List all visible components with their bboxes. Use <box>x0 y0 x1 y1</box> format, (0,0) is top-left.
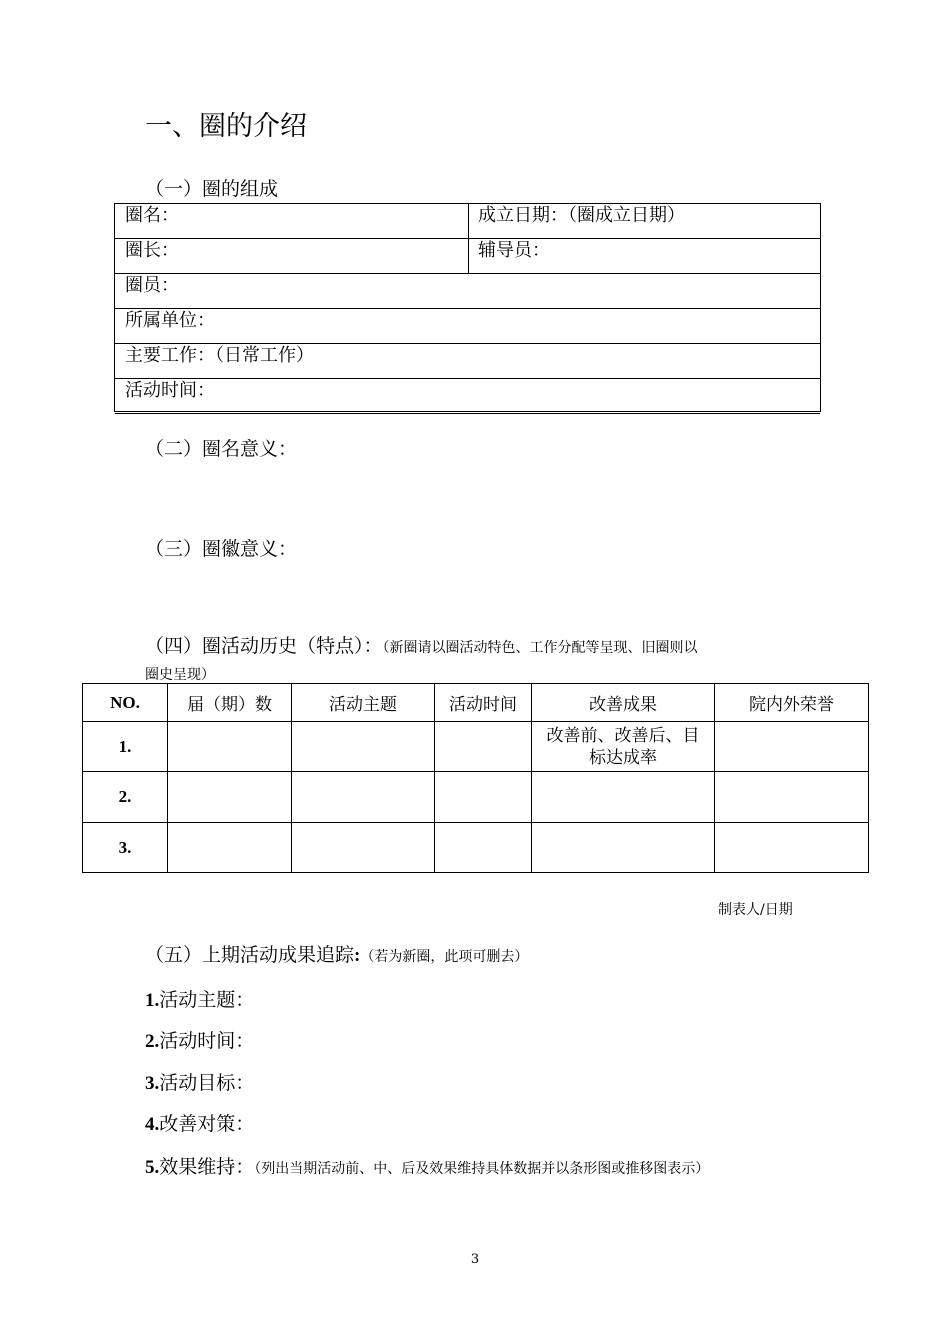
tracking-note: （若为新圈，此项可删去） <box>360 949 529 965</box>
tracking-item <box>145 1152 709 1179</box>
theme-cell <box>292 722 435 772</box>
term-cell <box>168 772 292 823</box>
tracking-colon: : <box>354 945 361 966</box>
time-cell <box>435 823 532 873</box>
item-label: 活动目标： <box>159 1072 255 1094</box>
advisor-cell: 辅导员： <box>478 240 550 261</box>
activity-time-cell: 活动时间： <box>125 380 215 401</box>
header-result: 改善成果 <box>532 684 715 722</box>
table-row <box>115 309 820 344</box>
page-number: 3 <box>470 1252 480 1267</box>
term-cell <box>168 722 292 772</box>
history-heading: （四）圈活动历史（特点）： <box>145 635 383 657</box>
honor-cell <box>715 823 869 873</box>
time-cell <box>435 722 532 772</box>
result-line: 标达成率 <box>589 747 657 768</box>
leader-cell: 圈长： <box>125 240 179 261</box>
emblem-meaning-heading: （三）圈徽意义： <box>145 538 298 560</box>
composition-table <box>114 203 821 412</box>
history-table <box>82 683 869 873</box>
table-row <box>83 722 869 772</box>
time-cell <box>435 772 532 823</box>
item-label: 效果维持： <box>159 1156 255 1178</box>
result-line: 改善前、改善后、目 <box>546 725 700 746</box>
circle-name-cell: 圈名： <box>125 205 179 226</box>
name-meaning-heading: （二）圈名意义： <box>145 438 298 460</box>
item-label: 活动主题： <box>159 989 255 1011</box>
item-label: 活动时间： <box>159 1030 255 1052</box>
row-number: 1. <box>83 722 168 772</box>
header-theme: 活动主题 <box>292 684 435 722</box>
members-cell: 圈员： <box>125 275 179 296</box>
item-number: 4. <box>145 1114 160 1135</box>
honor-cell <box>715 772 869 823</box>
row-number: 3. <box>83 823 168 873</box>
section-title: 一、圈的介绍 <box>145 111 307 142</box>
history-note: （新圈请以圈活动特色、工作分配等呈现、旧圈则以 <box>382 640 698 656</box>
column-divider <box>468 204 469 274</box>
item-number: 2. <box>145 1031 160 1052</box>
item-number: 3. <box>145 1073 160 1094</box>
tracking-item <box>145 1068 254 1095</box>
result-cell <box>532 722 715 772</box>
history-heading-line <box>145 631 698 658</box>
header-honor: 院内外荣誉 <box>715 684 869 722</box>
item-number: 5. <box>145 1157 160 1178</box>
result-cell <box>532 772 715 823</box>
tracking-item <box>145 985 254 1012</box>
table-row <box>83 772 869 823</box>
result-cell <box>532 823 715 873</box>
theme-cell <box>292 823 435 873</box>
tracking-heading: （五）上期活动成果追踪 <box>145 944 355 966</box>
honor-cell <box>715 722 869 772</box>
established-date-cell: 成立日期：（圈成立日期） <box>478 205 685 226</box>
header-no: NO. <box>83 684 168 722</box>
table-header-row <box>83 684 869 722</box>
table-row <box>115 379 820 414</box>
table-row <box>115 274 820 309</box>
item-number: 1. <box>145 990 160 1011</box>
tracking-item <box>145 1026 254 1053</box>
history-note-continued: 圈史呈现） <box>145 667 215 683</box>
item-note: （列出当期活动前、中、后及效果维持具体数据并以条形图或推移图表示） <box>254 1161 710 1177</box>
theme-cell <box>292 772 435 823</box>
composition-heading: （一）圈的组成 <box>145 178 279 200</box>
row-number: 2. <box>83 772 168 823</box>
main-work-cell: 主要工作：（日常工作） <box>125 345 314 366</box>
header-time: 活动时间 <box>435 684 532 722</box>
tracking-heading-line <box>145 940 528 967</box>
unit-cell: 所属单位： <box>125 310 215 331</box>
tracking-item <box>145 1109 254 1136</box>
signature-label: 制表人/日期 <box>718 902 793 918</box>
header-term: 届（期）数 <box>168 684 292 722</box>
term-cell <box>168 823 292 873</box>
table-row <box>115 344 820 379</box>
table-row <box>83 823 869 873</box>
item-label: 改善对策： <box>159 1113 255 1135</box>
